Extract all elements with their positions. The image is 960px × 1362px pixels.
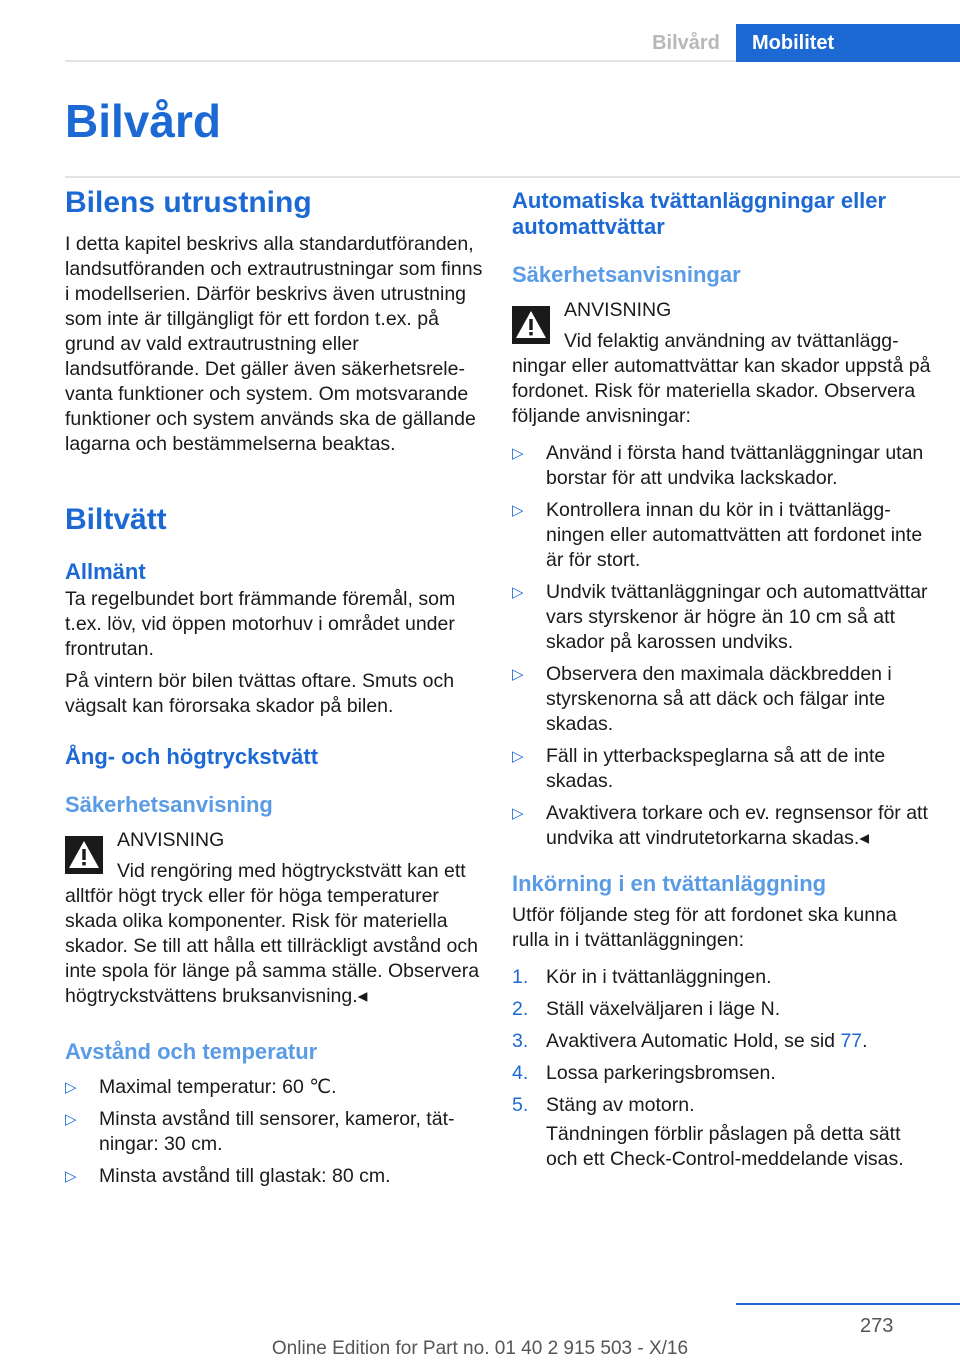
list-item: ▷ Minsta avstånd till sensorer, kameror, tätningar: 30 cm.	[65, 1108, 455, 1155]
list-item: ▷ Observera den maximala däckbredden i styrskenorna så att däck och fälgar inte skadas.	[512, 663, 892, 735]
title-rule	[65, 176, 960, 178]
bullet-icon: ▷	[512, 502, 524, 519]
step-item: 5. Stäng av motorn.	[512, 1094, 695, 1116]
list-item: ▷ Avaktivera torkare och ev. regnsensor för att undvika att vindrutetorkarna skadas.◂	[512, 802, 928, 849]
step-item: 1. Kör in i tvättanläggningen.	[512, 966, 772, 988]
warning-icon	[65, 836, 103, 874]
heading-safety-note: Säkerhetsanvisning	[65, 792, 273, 817]
step-item: 3. Avaktivera Automatic Hold, se sid 77.	[512, 1030, 868, 1052]
heading-distance: Avstånd och temperatur	[65, 1039, 318, 1064]
right-column	[512, 182, 932, 1172]
tab-section[interactable]: Bilvård	[652, 32, 720, 54]
page-number: 273	[860, 1315, 894, 1337]
auto-wash-list	[512, 441, 932, 851]
tab-chapter[interactable]: Mobilitet	[736, 24, 960, 62]
entry-steps	[512, 965, 932, 1118]
bullet-icon: ▷	[512, 666, 524, 683]
heading-carwash: Biltvätt	[65, 503, 167, 536]
heading-general: Allmänt	[65, 559, 146, 584]
warning-title: ANVISNING	[564, 299, 672, 321]
warning-text: Vid rengöring med högtryckstvätt kan ett alltför högt tryck eller för höga temperaturer skada olika komponenter. Risk för materiella skador. Se till att hålla ett tillräckligt avstånd och inte spola för länge på samma ställe. Observera högtryckstvättens bruksanvisning.◂	[65, 860, 480, 1007]
list-item: ▷ Kontrollera innan du kör in i tvättanläggningen eller automattvätten att fordonet inte är för stort.	[512, 499, 923, 571]
entry-intro: Utför följande steg för att fordonet ska kunna rulla in i tvättanläggningen:	[512, 904, 897, 951]
list-item: ▷ Undvik tvättanläggningar och automattvättar vars styrskenor är högre än 10 cm så att skador på karossen undviks.	[512, 581, 928, 653]
heading-safety-notes: Säkerhetsanvisningar	[512, 262, 741, 287]
bullet-icon: ▷	[65, 1168, 77, 1185]
warning-text: Vid felaktig användning av tvättanläggningar eller automattvättar kan skador uppstå på fordonet. Risk för materiella skador. Observera följande anvisningar:	[512, 330, 931, 427]
bullet-icon: ▷	[512, 748, 524, 765]
general-paragraph-2: På vintern bör bilen tvättas oftare. Smuts och vägsalt kan förorsaka skador på bilen.	[65, 670, 455, 717]
page-title: Bilvård	[65, 95, 221, 147]
footer-text: Online Edition for Part no. 01 40 2 915 503 - X/16	[271, 1338, 689, 1359]
list-item: ▷ Minsta avstånd till glastak: 80 cm.	[65, 1165, 391, 1187]
bullet-icon: ▷	[512, 445, 524, 462]
bullet-icon: ▷	[512, 805, 524, 822]
warning-title: ANVISNING	[117, 829, 225, 851]
heading-entry: Inkörning i en tvättanläggning	[512, 871, 827, 896]
heading-equipment: Bilens utrustning	[65, 186, 312, 219]
distance-list	[65, 1075, 483, 1189]
list-item: ▷ Maximal temperatur: 60 ℃.	[65, 1076, 337, 1098]
list-item: ▷ Använd i första hand tvättanläggningar utan borstar för att undvika lackskador.	[512, 442, 924, 489]
bullet-icon: ▷	[512, 584, 524, 601]
left-column	[65, 182, 483, 1196]
step-item: 2. Ställ växelväljaren i läge N.	[512, 998, 781, 1020]
warning-block	[65, 828, 483, 1009]
heading-auto-wash: Automatiska tvättanläggningar eller automattvättar	[512, 188, 887, 239]
general-paragraph-1: Ta regelbundet bort främmande föremål, som t.ex. löv, vid öppen motorhuv i området under frontrutan.	[65, 588, 456, 660]
page-link[interactable]: 77	[840, 1030, 863, 1052]
step5-note: Tändningen förblir påslagen på detta sätt och ett Check-Control-meddelande visas.	[546, 1123, 904, 1170]
bullet-icon: ▷	[65, 1111, 77, 1128]
warning-block	[512, 298, 932, 429]
heading-steam-wash: Ång- och högtryckstvätt	[65, 744, 319, 769]
step-item: 4. Lossa parkeringsbromsen.	[512, 1062, 776, 1084]
equipment-text: I detta kapitel beskrivs alla standardutföranden, landsutföranden och extrautrustningar som finns i modellserien. Därför beskrivs även utrustning som inte är tillgängligt för ett fordon t.ex. på grund av vald extrautrustning eller landsutförande. Det gäller även säkerhetsrelevanta funktioner och system. Om motsvarande funktioner och system används ska de gällande lagarna och bestämmelserna beaktas.	[65, 233, 483, 455]
list-item: ▷ Fäll in ytterbackspeglarna så att de inte skadas.	[512, 745, 886, 792]
footer-rule	[736, 1303, 960, 1305]
warning-icon	[512, 306, 550, 344]
bullet-icon: ▷	[65, 1079, 77, 1096]
